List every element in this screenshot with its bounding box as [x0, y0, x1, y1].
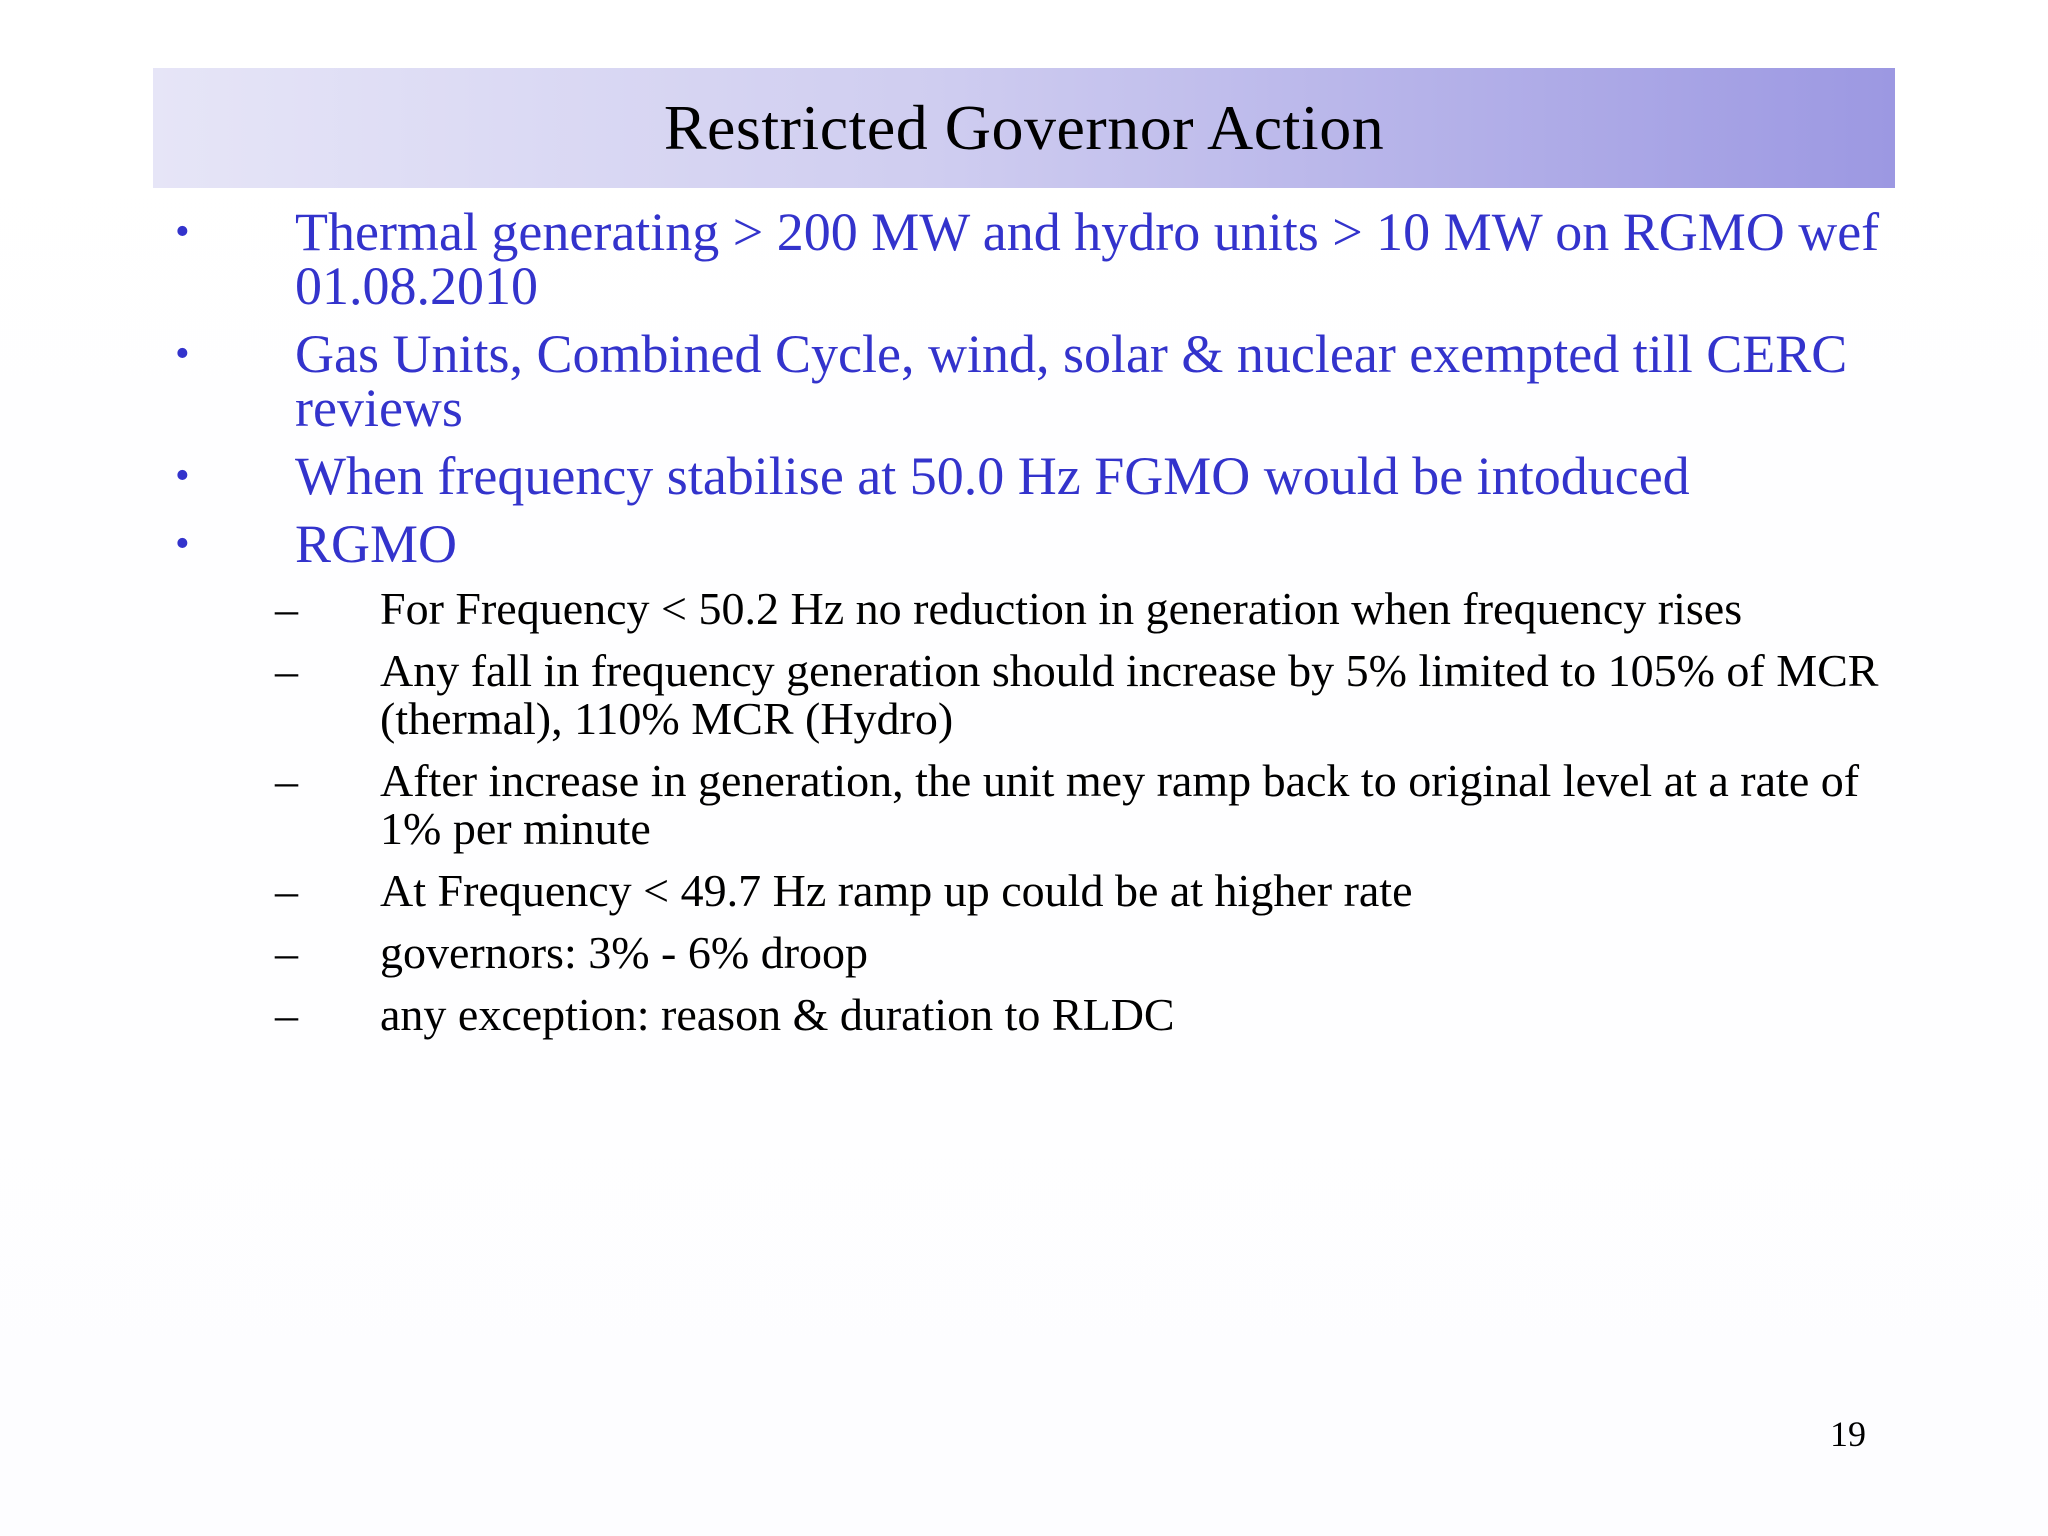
bullet-item	[170, 202, 1890, 316]
dash-marker: –	[275, 645, 298, 696]
sub-bullet-text: governors: 3% - 6% droop	[380, 927, 869, 978]
title-bar	[153, 68, 1895, 188]
slide-content	[170, 202, 1890, 1053]
bullet-item	[170, 324, 1890, 438]
dash-marker: –	[275, 865, 298, 916]
bullet-item	[170, 446, 1890, 506]
sub-bullet-item	[170, 647, 1890, 743]
dash-marker: –	[275, 989, 298, 1040]
bullet-marker: •	[175, 521, 190, 567]
bullet-text: Gas Units, Combined Cycle, wind, solar & nuclear exempted till CERC reviews	[295, 324, 1848, 438]
bullet-text: RGMO	[295, 514, 458, 574]
sub-bullet-item	[170, 991, 1890, 1039]
bullet-marker: •	[175, 453, 190, 499]
dash-marker: –	[275, 927, 298, 978]
sub-bullet-item	[170, 585, 1890, 633]
slide-title: Restricted Governor Action	[663, 92, 1385, 163]
dash-marker: –	[275, 755, 298, 806]
sub-bullet-text: For Frequency < 50.2 Hz no reduction in generation when frequency rises	[380, 583, 1743, 634]
sub-bullet-text: At Frequency < 49.7 Hz ramp up could be at higher rate	[380, 865, 1413, 916]
sub-bullet-text: After increase in generation, the unit mey ramp back to original level at a rate of 1% per minute	[380, 755, 1860, 854]
bullet-item	[170, 514, 1890, 574]
sub-bullet-text: any exception: reason & duration to RLDC	[380, 989, 1175, 1040]
bullet-marker: •	[175, 331, 190, 377]
bullet-marker: •	[175, 209, 190, 255]
bullet-text: Thermal generating > 200 MW and hydro units > 10 MW on RGMO wef 01.08.2010	[295, 202, 1880, 316]
sub-bullet-item	[170, 867, 1890, 915]
sub-bullet-item	[170, 757, 1890, 853]
sub-bullet-text: Any fall in frequency generation should increase by 5% limited to 105% of MCR (thermal), 110% MCR (Hydro)	[380, 645, 1879, 744]
bullet-text: When frequency stabilise at 50.0 Hz FGMO would be intoduced	[295, 446, 1690, 506]
sub-bullet-item	[170, 929, 1890, 977]
dash-marker: –	[275, 583, 298, 634]
page-number: 19	[1830, 1414, 1866, 1454]
